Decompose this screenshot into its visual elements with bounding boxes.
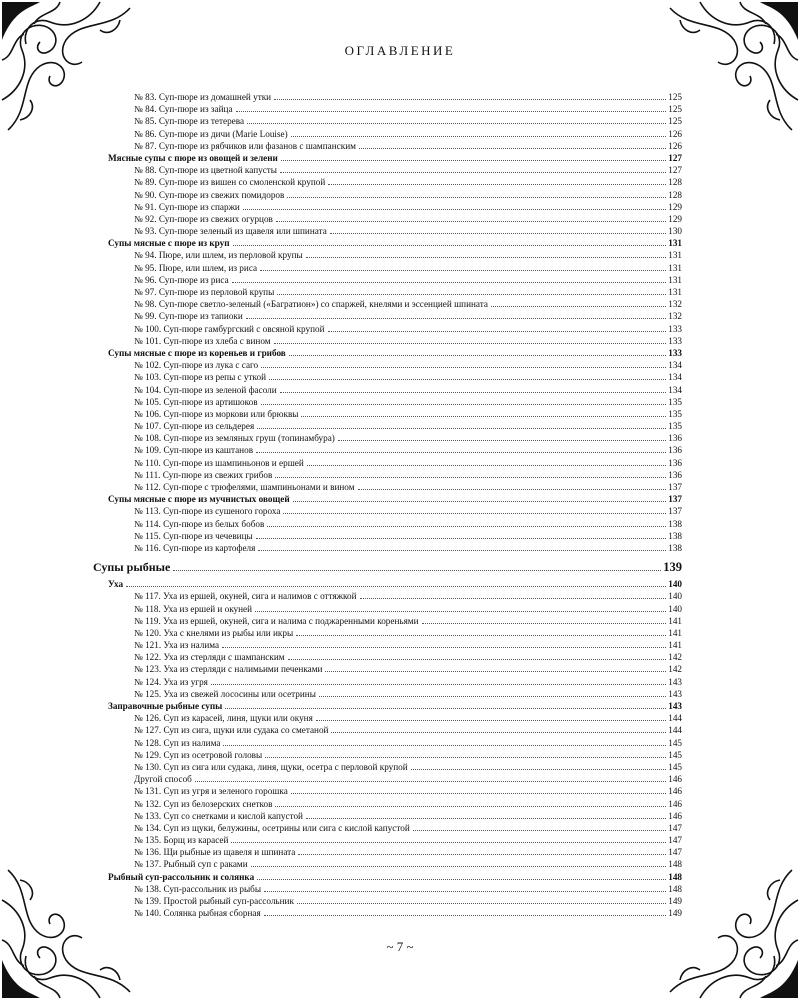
toc-page-number: 143 <box>668 688 682 699</box>
toc-entry-title: № 124. Уха из угря <box>134 676 208 687</box>
toc-page-number: 130 <box>668 226 682 237</box>
dot-leader <box>291 136 667 137</box>
toc-page-number: 149 <box>668 908 682 919</box>
dot-leader <box>275 477 666 478</box>
dot-leader <box>225 708 666 709</box>
dot-leader <box>319 696 666 697</box>
toc-page-number: 147 <box>668 822 682 833</box>
dot-leader <box>232 282 667 283</box>
toc-entry-title: № 85. Суп-пюре из тетерева <box>134 116 245 127</box>
toc-entry <box>108 115 682 127</box>
dot-leader <box>236 111 667 112</box>
toc-page-number: 134 <box>668 372 682 383</box>
toc-entry-title: № 128. Суп из налима <box>134 737 221 748</box>
dot-leader <box>246 318 666 319</box>
toc-entry-title: Мясные супы с пюре из овощей и зелени <box>108 152 278 163</box>
toc-entry-title: № 104. Суп-пюре из зеленой фасоли <box>134 384 277 395</box>
toc-entry <box>108 761 682 773</box>
toc-entry-title: № 89. Суп-пюре из вишен со смоленской крупой <box>134 177 326 188</box>
toc-entry-title: № 97. Суп-пюре из перловой крупы <box>134 287 275 297</box>
toc-entry <box>108 663 682 675</box>
toc-page-number: 131 <box>668 238 682 249</box>
toc-section-heading <box>108 493 682 505</box>
toc-page-number: 126 <box>668 128 682 139</box>
toc-entry <box>108 895 682 907</box>
toc-page-number: 138 <box>668 530 682 541</box>
toc-entry <box>108 590 682 602</box>
toc-entry-title: № 110. Суп-пюре из шампиньонов и ершей <box>134 457 304 468</box>
toc-entry-title: № 122. Уха из стерляди с шампанским <box>134 652 285 663</box>
toc-entry <box>108 724 682 736</box>
dot-leader <box>306 257 667 258</box>
toc-section-heading <box>108 578 682 590</box>
toc-entry <box>108 140 682 152</box>
toc-entry-title: № 91. Суп-пюре из спаржи <box>134 201 240 212</box>
toc-entry-title: № 109. Суп-пюре из каштанов <box>134 445 254 456</box>
toc-entry <box>108 542 682 554</box>
toc-entry-title: № 114. Суп-пюре из белых бобов <box>134 518 265 529</box>
toc-page-number: 137 <box>668 494 682 505</box>
toc-entry <box>108 712 682 724</box>
toc-entry <box>108 371 682 383</box>
dot-leader <box>257 879 666 880</box>
toc-entry <box>108 176 682 188</box>
toc-page-number: 145 <box>668 761 682 772</box>
toc-entry-title: Супы мясные с пюре из мучнистых овощей <box>108 494 290 505</box>
dot-leader <box>307 465 666 466</box>
dot-leader <box>287 197 666 198</box>
toc-page-number: 135 <box>668 396 682 407</box>
table-of-contents <box>93 91 682 919</box>
toc-page-number: 125 <box>668 116 682 127</box>
dot-leader <box>328 184 666 185</box>
toc-entry <box>108 274 682 286</box>
toc-page-number: 143 <box>668 676 682 687</box>
toc-page-number: 135 <box>668 408 682 419</box>
toc-page-number: 131 <box>668 250 682 261</box>
toc-page-number: 144 <box>668 725 682 736</box>
toc-entry-title: № 123. Уха из стерляди с налимьими печенками <box>134 664 323 675</box>
dot-leader <box>331 732 666 733</box>
toc-page-number: 136 <box>668 445 682 456</box>
toc-page-number: 137 <box>668 506 682 517</box>
toc-entry <box>108 773 682 785</box>
dot-leader <box>211 684 666 685</box>
toc-page-number: 129 <box>668 213 682 224</box>
toc-page-number: 140 <box>668 603 682 614</box>
dot-leader <box>293 501 667 502</box>
dot-leader <box>360 598 667 599</box>
toc-page-number: 148 <box>668 871 682 882</box>
toc-entry-title: № 125. Уха из свежей лососины или осетрины <box>134 688 316 699</box>
toc-entry-title: № 105. Суп-пюре из артишоков <box>134 396 258 407</box>
toc-entry <box>108 822 682 834</box>
dot-leader <box>280 392 667 393</box>
toc-entry-title: № 112. Суп-пюре с трюфелями, шампиньонами и вином <box>134 482 355 492</box>
toc-entry <box>108 432 682 444</box>
toc-entry <box>108 201 682 213</box>
dot-leader <box>358 489 667 490</box>
toc-page-number: 133 <box>668 335 682 346</box>
toc-entry-title: № 120. Уха с кнелями из рыбы или икры <box>134 627 294 638</box>
toc-page-number: 134 <box>668 384 682 395</box>
toc-entry-title: Супы рыбные <box>93 560 171 575</box>
toc-entry-title: № 118. Уха из ершей и окуней <box>134 603 253 614</box>
toc-entry-title: Заправочные рыбные супы <box>108 701 223 711</box>
dot-leader <box>231 842 666 843</box>
toc-entry <box>108 530 682 542</box>
toc-section-heading <box>108 347 682 359</box>
toc-page-number: 128 <box>668 189 682 200</box>
dot-leader <box>267 526 666 527</box>
toc-page-number: 148 <box>668 883 682 894</box>
toc-page-number: 131 <box>668 287 682 297</box>
toc-page-number: 147 <box>668 835 682 846</box>
toc-entry-title: № 116. Суп-пюре из картофеля <box>134 542 256 553</box>
toc-page-number: 137 <box>668 482 682 492</box>
toc-entry <box>108 834 682 846</box>
toc-entry-title: № 93. Суп-пюре зеленый из щавеля или шпината <box>134 226 327 237</box>
toc-page-number: 142 <box>668 664 682 675</box>
dot-leader <box>325 671 666 672</box>
toc-section-heading <box>108 152 682 164</box>
dot-leader <box>288 659 667 660</box>
toc-entry-title: № 135. Борщ из карасей <box>134 835 229 846</box>
toc-entry-title: № 92. Суп-пюре из свежих огурцов <box>134 213 273 224</box>
toc-entry-title: № 137. Рыбный суп с раками <box>134 859 248 870</box>
dot-leader <box>281 160 666 161</box>
toc-page-number: 138 <box>668 542 682 553</box>
toc-entry-title: № 127. Суп из сига, щуки или судака со сметаной <box>134 725 329 736</box>
toc-entry-title: № 133. Суп со снетками и кислой капустой <box>134 810 303 821</box>
dot-leader <box>265 757 666 758</box>
toc-entry <box>108 883 682 895</box>
toc-entry <box>108 639 682 651</box>
dot-leader <box>296 635 666 636</box>
toc-page-number: 141 <box>668 615 682 626</box>
toc-entry <box>108 858 682 870</box>
toc-entry <box>108 310 682 322</box>
dot-leader <box>274 99 666 100</box>
dot-leader <box>222 647 666 648</box>
toc-entry <box>108 688 682 700</box>
dot-leader <box>411 769 667 770</box>
toc-page-number: 145 <box>668 749 682 760</box>
toc-page-number: 131 <box>668 274 682 285</box>
toc-page-number: 146 <box>668 786 682 797</box>
toc-entry-title: № 140. Солянка рыбная сборная <box>134 908 261 919</box>
toc-entry-title: № 103. Суп-пюре из репы с уткой <box>134 372 267 383</box>
toc-entry <box>108 505 682 517</box>
toc-entry-title: № 131. Суп из угря и зеленого горошка <box>134 786 288 797</box>
toc-chapter-heading <box>93 556 682 578</box>
dot-leader <box>251 866 667 867</box>
dot-leader <box>298 854 666 855</box>
dot-leader <box>255 611 666 612</box>
toc-section-heading <box>108 871 682 883</box>
toc-entry-title: № 102. Суп-пюре из лука с саго <box>134 360 259 371</box>
toc-page-number: 125 <box>668 104 682 115</box>
toc-entry <box>108 189 682 201</box>
toc-entry-title: Уха <box>108 579 124 590</box>
page-number: ~ 7 ~ <box>386 939 414 954</box>
dot-leader <box>422 623 667 624</box>
toc-page-number: 127 <box>668 152 682 163</box>
toc-entry-title: № 90. Суп-пюре из свежих помидоров <box>134 189 285 200</box>
dot-leader <box>126 586 666 587</box>
dot-leader <box>274 343 667 344</box>
toc-page-number: 139 <box>663 560 682 575</box>
toc-entry <box>108 481 682 493</box>
toc-entry-title: № 96. Суп-пюре из риса <box>134 274 229 285</box>
toc-entry-title: № 121. Уха из налима <box>134 640 220 651</box>
toc-page-number: 128 <box>668 177 682 188</box>
toc-entry-title: № 101. Суп-пюре из хлеба с вином <box>134 335 271 346</box>
toc-entry <box>108 810 682 822</box>
toc-page-number: 141 <box>668 640 682 651</box>
toc-entry-title: Другой способ <box>134 774 192 785</box>
toc-page-number: 131 <box>668 262 682 273</box>
toc-entry-title: № 132. Суп из белозерских снетков <box>134 798 273 809</box>
toc-entry-title: № 87. Суп-пюре из рябчиков или фазанов с шампанским <box>134 140 356 151</box>
toc-entry <box>108 676 682 688</box>
toc-section-heading <box>108 700 682 712</box>
toc-page-number: 148 <box>668 859 682 870</box>
dot-leader <box>195 781 666 782</box>
dot-leader <box>275 806 666 807</box>
toc-page-number: 129 <box>668 201 682 212</box>
dot-leader <box>233 245 667 246</box>
dot-leader <box>256 538 667 539</box>
toc-entry <box>108 651 682 663</box>
dot-leader <box>280 172 666 173</box>
dot-leader <box>261 404 667 405</box>
dot-leader <box>306 818 666 819</box>
toc-entry-title: № 117. Уха из ершей, окуней, сига и налимов с оттяжкой <box>134 591 357 602</box>
toc-entry-title: № 88. Суп-пюре из цветной капусты <box>134 165 277 176</box>
dot-leader <box>316 720 666 721</box>
toc-entry <box>108 846 682 858</box>
dot-leader <box>297 903 666 904</box>
toc-page-number: 140 <box>668 591 682 602</box>
toc-entry <box>108 91 682 103</box>
dot-leader <box>413 830 666 831</box>
toc-entry <box>108 469 682 481</box>
toc-page-number: 136 <box>668 433 682 444</box>
dot-leader <box>301 416 666 417</box>
toc-page-number: 136 <box>668 469 682 480</box>
toc-page-number: 142 <box>668 652 682 663</box>
toc-entry-title: № 130. Суп из сига или судака, линя, щуки, осетра с перловой крупой <box>134 761 408 772</box>
toc-entry-title: № 136. Щи рыбные из щавеля и шпината <box>134 847 296 858</box>
toc-page-number: 144 <box>668 713 682 724</box>
toc-entry <box>108 396 682 408</box>
toc-entry <box>108 335 682 347</box>
toc-page-number: 135 <box>668 421 682 432</box>
page-title: ОГЛАВЛЕНИЕ <box>344 43 456 58</box>
dot-leader <box>277 294 666 295</box>
toc-page-number: 145 <box>668 737 682 748</box>
toc-entry-title: № 129. Суп из осетровой головы <box>134 749 263 760</box>
toc-page-number: 133 <box>668 347 682 358</box>
toc-entry-title: № 111. Суп-пюре из свежих грибов <box>134 469 273 480</box>
toc-entry <box>108 603 682 615</box>
dot-leader <box>247 123 666 124</box>
toc-entry <box>108 164 682 176</box>
toc-page-number: 126 <box>668 140 682 151</box>
toc-entry-title: № 113. Суп-пюре из сушеного гороха <box>134 506 281 517</box>
dot-leader <box>173 570 661 571</box>
toc-entry <box>108 384 682 396</box>
toc-entry-title: № 86. Суп-пюре из дичи (Marie Louise) <box>134 128 288 139</box>
dot-leader <box>291 793 666 794</box>
toc-page-number: 127 <box>668 165 682 176</box>
toc-page-number: 134 <box>668 360 682 371</box>
toc-entry <box>108 907 682 919</box>
toc-page-number: 147 <box>668 847 682 858</box>
toc-entry <box>108 627 682 639</box>
toc-entry-title: Рыбный суп-рассольник и солянка <box>108 871 255 882</box>
toc-entry <box>108 615 682 627</box>
dot-leader <box>491 306 666 307</box>
toc-page-number: 125 <box>668 92 682 102</box>
toc-entry <box>108 518 682 530</box>
toc-page-number: 149 <box>668 896 682 906</box>
dot-leader <box>269 379 666 380</box>
toc-page-number: 146 <box>668 798 682 809</box>
toc-entry <box>108 225 682 237</box>
dot-leader <box>258 550 666 551</box>
dot-leader <box>338 440 666 441</box>
toc-entry-title: № 107. Суп-пюре из сельдерея <box>134 421 255 432</box>
toc-page-number: 143 <box>668 701 682 711</box>
toc-entry-title: № 108. Суп-пюре из земляных груш (топинамбура) <box>134 433 335 444</box>
toc-entry <box>108 103 682 115</box>
dot-leader <box>223 745 666 746</box>
dot-leader <box>264 891 666 892</box>
toc-entry <box>108 323 682 335</box>
toc-entry <box>108 457 682 469</box>
toc-entry-title: № 84. Суп-пюре из зайца <box>134 104 233 115</box>
toc-entry-title: № 115. Суп-пюре из чечевицы <box>134 530 253 541</box>
toc-page-number: 132 <box>668 299 682 310</box>
toc-section-heading <box>108 237 682 249</box>
toc-page-number: 141 <box>668 627 682 638</box>
toc-entry <box>108 444 682 456</box>
toc-entry <box>108 737 682 749</box>
toc-entry-title: № 100. Суп-пюре гамбургский с овсяной крупой <box>134 323 325 334</box>
toc-entry <box>108 213 682 225</box>
dot-leader <box>243 209 666 210</box>
toc-entry-title: Супы мясные с пюре из круп <box>108 238 230 249</box>
toc-entry-title: Супы мясные с пюре из кореньев и грибов <box>108 347 286 358</box>
dot-leader <box>289 355 666 356</box>
toc-entry <box>108 420 682 432</box>
toc-entry-title: № 139. Простой рыбный суп-рассольник <box>134 896 294 906</box>
toc-entry <box>108 286 682 298</box>
toc-page-number: 140 <box>668 579 682 590</box>
toc-entry <box>108 408 682 420</box>
toc-entry <box>108 262 682 274</box>
toc-page-number: 146 <box>668 774 682 785</box>
toc-entry-title: № 98. Суп-пюре светло-зеленый («Багратион») со спаржей, кнелями и эссенцией шпината <box>134 299 488 310</box>
toc-entry-title: № 95. Пюре, или шлем, из риса <box>134 262 258 273</box>
toc-entry <box>108 298 682 310</box>
dot-leader <box>260 270 666 271</box>
dot-leader <box>283 513 666 514</box>
toc-entry-title: № 119. Уха из ершей, окуней, сига и налима с поджаренными кореньями <box>134 615 419 626</box>
toc-page-number: 138 <box>668 518 682 529</box>
dot-leader <box>330 233 666 234</box>
toc-entry-title: № 126. Суп из карасей, линя, щуки или окуня <box>134 713 313 724</box>
toc-page-number: 133 <box>668 323 682 334</box>
toc-entry <box>108 785 682 797</box>
toc-entry-title: № 106. Суп-пюре из моркови или брюквы <box>134 408 299 419</box>
dot-leader <box>257 428 666 429</box>
toc-entry-title: № 94. Пюре, или шлем, из перловой крупы <box>134 250 303 261</box>
dot-leader <box>264 915 667 916</box>
toc-entry <box>108 359 682 371</box>
toc-entry-title: № 134. Суп из щуки, белужины, осетрины или сига с кислой капустой <box>134 822 410 833</box>
toc-page-number: 132 <box>668 311 682 322</box>
toc-entry-title: № 138. Суп-рассольник из рыбы <box>134 883 262 894</box>
toc-page-number: 146 <box>668 810 682 821</box>
dot-leader <box>328 331 667 332</box>
toc-entry <box>108 249 682 261</box>
dot-leader <box>359 148 666 149</box>
dot-leader <box>256 452 666 453</box>
dot-leader <box>276 221 666 222</box>
toc-entry <box>108 749 682 761</box>
toc-page-number: 136 <box>668 457 682 468</box>
dot-leader <box>261 367 666 368</box>
toc-entry-title: № 83. Суп-пюре из домашней утки <box>134 92 272 102</box>
toc-entry-title: № 99. Суп-пюре из тапиоки <box>134 311 243 322</box>
toc-entry <box>108 128 682 140</box>
toc-entry <box>108 798 682 810</box>
